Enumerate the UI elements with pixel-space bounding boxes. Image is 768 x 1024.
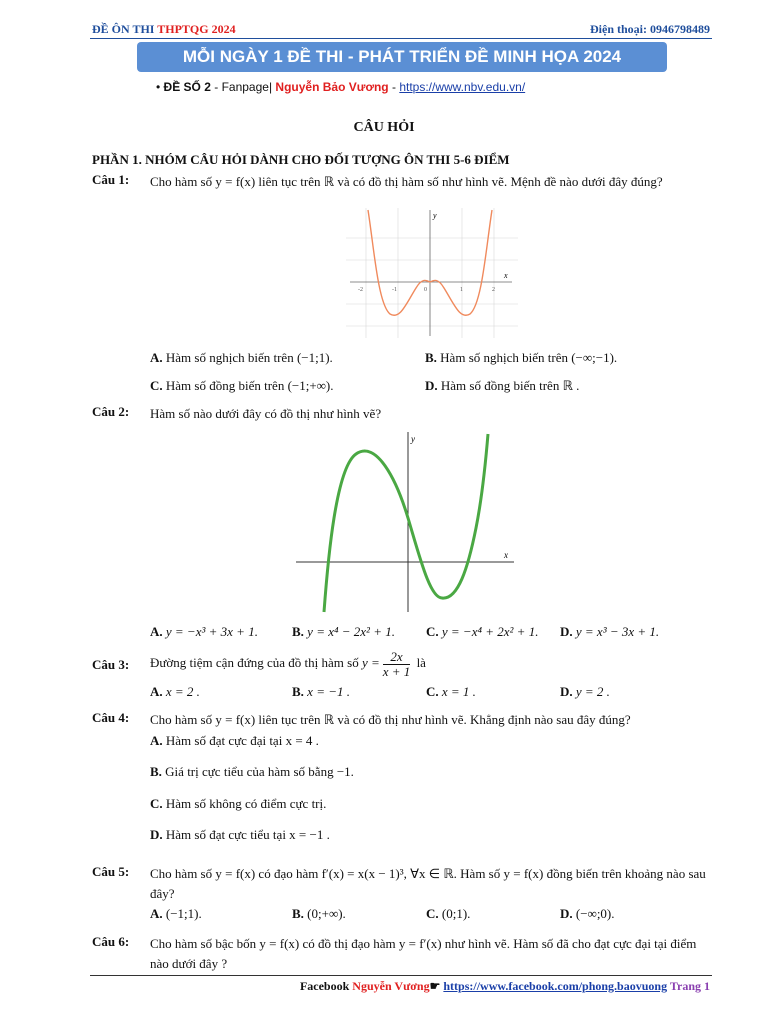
q3-fraction xyxy=(383,650,411,679)
q2-y-label: y xyxy=(411,434,415,444)
q2-option-c[interactable]: C. y = −x⁴ + 2x² + 1. xyxy=(426,624,539,639)
q3-option-a[interactable]: A. x = 2 . xyxy=(150,684,200,699)
title-banner: MỖI NGÀY 1 ĐỀ THI - PHÁT TRIỂN ĐỀ MINH HỌA 2024 xyxy=(137,42,667,72)
header-divider xyxy=(90,38,712,39)
page-number: Trang 1 xyxy=(667,979,710,993)
header-prefix: ĐỀ ÔN THI xyxy=(92,22,158,36)
q4-option-d[interactable]: D. Hàm số đạt cực tiểu tại x = −1 . xyxy=(150,827,330,842)
q1-label: Câu 1: xyxy=(92,172,130,187)
q1-option-b[interactable]: B. Hàm số nghịch biến trên (−∞;−1). xyxy=(425,350,618,365)
footer-prefix: Facebook xyxy=(299,979,353,993)
q5-option-d[interactable]: D. (−∞;0). xyxy=(560,906,615,921)
fanpage-label: - Fanpage| xyxy=(210,80,276,94)
q2-option-b[interactable]: B. y = x⁴ − 2x² + 1. xyxy=(292,624,395,639)
q1-tick-m2: -2 xyxy=(358,287,363,293)
q4-option-c[interactable]: C. Hàm số không có điểm cực trị. xyxy=(150,796,327,811)
q1-text: Cho hàm số y = f(x) liên tục trên ℝ và có đồ thị hàm số như hình vẽ. Mệnh đề nào dưới đây đúng? xyxy=(150,174,663,189)
q3-text-before: Đường tiệm cận đứng của đồ thị hàm số xyxy=(150,655,359,670)
q1-x-label: x xyxy=(504,271,508,280)
q2-option-a[interactable]: A. y = −x³ + 3x + 1. xyxy=(150,624,258,639)
part-title: PHẦN 1. NHÓM CÂU HỎI DÀNH CHO ĐỐI TƯỢNG ÔN THI 5-6 ĐIỂM xyxy=(92,152,510,167)
exam-info xyxy=(156,80,525,94)
q3-option-d[interactable]: D. y = 2 . xyxy=(560,684,610,699)
q2-curve xyxy=(324,434,488,612)
q6-text: Cho hàm số bậc bốn y = f(x) có đồ thị đạo hàm y = f′(x) như hình vẽ. Hàm số đã cho đạt cực đại tại điểm nào dưới đây ? xyxy=(150,936,697,971)
q1-option-c[interactable]: C. Hàm số đồng biến trên (−1;+∞). xyxy=(150,378,334,393)
q5-option-b[interactable]: B. (0;+∞). xyxy=(292,906,346,921)
q1-tick-1: 1 xyxy=(460,287,463,293)
footer xyxy=(300,979,710,994)
q4-text: Cho hàm số y = f(x) liên tục trên ℝ và có đồ thị như hình vẽ. Khẳng định nào sau đây đúng? xyxy=(150,712,631,727)
footer-divider xyxy=(90,975,712,976)
q2-x-label: x xyxy=(504,550,508,560)
q3-fraction-num: 2x xyxy=(383,650,411,665)
header-left xyxy=(92,22,236,37)
website-link[interactable]: https://www.nbv.edu.vn/ xyxy=(399,80,526,94)
q3-fraction-den: x + 1 xyxy=(382,663,411,679)
header-phone: Điện thoại: 0946798489 xyxy=(590,22,710,36)
q3-fraction-lhs: y = xyxy=(361,655,380,670)
dash: - xyxy=(388,80,400,94)
q1-option-a[interactable]: A. Hàm số nghịch biến trên (−1;1). xyxy=(150,350,333,365)
q3-text xyxy=(150,648,712,679)
q3-option-b[interactable]: B. x = −1 . xyxy=(292,684,350,699)
q1-tick-0: 0 xyxy=(424,287,427,293)
header-year: THPTQG 2024 xyxy=(157,22,236,36)
pointing-hand-icon: ☛ xyxy=(429,979,444,993)
section-title: CÂU HỎI xyxy=(353,120,415,135)
q1-option-d[interactable]: D. Hàm số đồng biến trên ℝ . xyxy=(425,378,580,393)
bullet: • xyxy=(156,80,161,94)
author-name: Nguyễn Bảo Vương xyxy=(275,80,389,94)
q5-label: Câu 5: xyxy=(92,864,130,879)
q3-text-after: là xyxy=(416,655,426,670)
q1-tick-m1: -1 xyxy=(392,287,397,293)
exam-number: ĐỀ SỐ 2 xyxy=(163,80,211,94)
facebook-link[interactable]: https://www.facebook.com/phong.baovuong xyxy=(443,979,668,993)
q3-option-c[interactable]: C. x = 1 . xyxy=(426,684,476,699)
q2-option-d[interactable]: D. y = x³ − 3x + 1. xyxy=(560,624,660,639)
q1-graph xyxy=(346,208,518,338)
q2-text: Hàm số nào dưới đây có đồ thị như hình vẽ? xyxy=(150,406,382,421)
q1-grid xyxy=(346,208,518,338)
q4-option-b[interactable]: B. Giá trị cực tiểu của hàm số bằng −1. xyxy=(150,764,354,779)
q6-label: Câu 6: xyxy=(92,934,130,949)
q4-option-a[interactable]: A. Hàm số đạt cực đại tại x = 4 . xyxy=(150,733,319,748)
q5-text: Cho hàm số y = f(x) có đạo hàm f′(x) = x(x − 1)³, ∀x ∈ ℝ. Hàm số y = f(x) đồng biến trên khoảng nào sau đây? xyxy=(150,866,706,901)
q1-tick-2: 2 xyxy=(492,287,495,293)
q5-option-c[interactable]: C. (0;1). xyxy=(426,906,471,921)
q2-graph xyxy=(292,428,522,614)
footer-author: Nguyễn Vương xyxy=(352,979,430,993)
q4-label: Câu 4: xyxy=(92,710,130,725)
q2-label: Câu 2: xyxy=(92,404,130,419)
q1-y-label: y xyxy=(433,211,437,220)
q5-option-a[interactable]: A. (−1;1). xyxy=(150,906,202,921)
q3-label: Câu 3: xyxy=(92,657,130,672)
